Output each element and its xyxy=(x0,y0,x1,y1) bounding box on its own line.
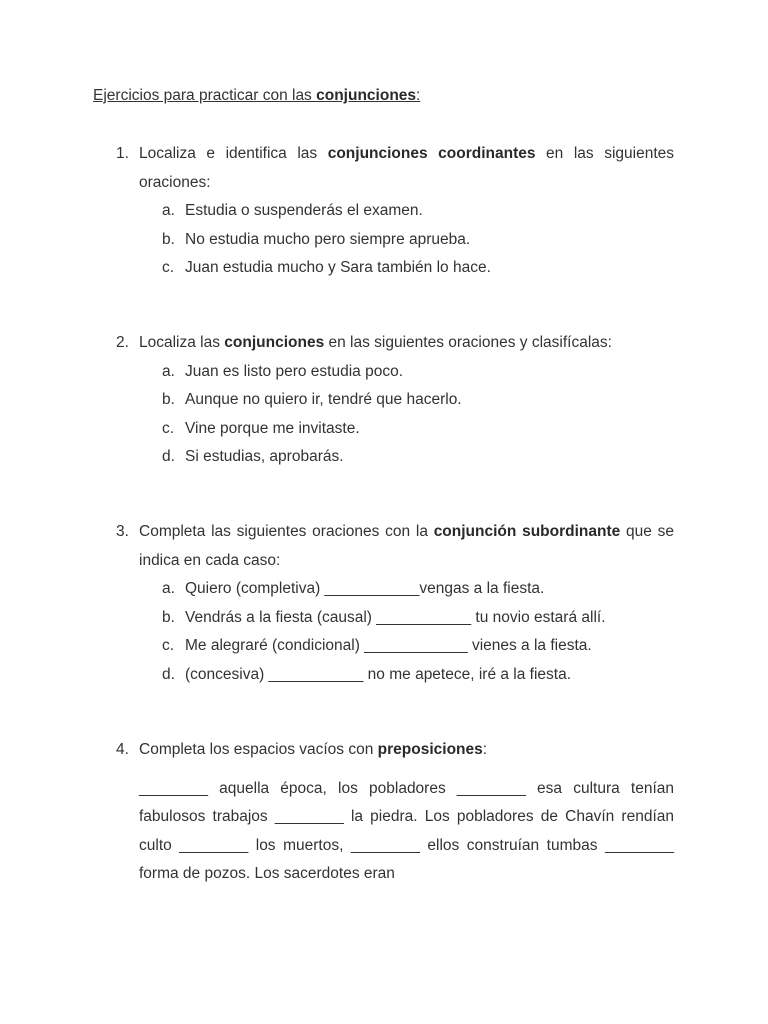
item-text: Quiero (completiva) ___________vengas a la fiesta. xyxy=(185,580,545,597)
title-bold: conjunciones xyxy=(316,87,417,104)
item-text: Estudia o suspenderás el examen. xyxy=(185,202,423,219)
item-text: Me alegraré (condicional) ____________ vienes a la fiesta. xyxy=(185,637,592,654)
exercise-number: 1. xyxy=(116,145,129,162)
exercise-1 xyxy=(116,140,674,283)
exercise-header xyxy=(116,329,674,358)
item-text: Aunque no quiero ir, tendré que hacerlo. xyxy=(185,391,462,408)
exercise-number: 2. xyxy=(116,334,129,351)
exercise-3 xyxy=(116,518,674,689)
exercise-header xyxy=(116,518,674,575)
exercise-header xyxy=(116,736,674,765)
page-title xyxy=(93,87,420,105)
list-item xyxy=(162,661,674,690)
item-letter: b. xyxy=(162,391,175,408)
item-letter: a. xyxy=(162,580,175,597)
instruction-bold: preposiciones xyxy=(377,741,483,758)
sentence-list xyxy=(162,575,674,689)
list-item xyxy=(162,226,674,255)
item-text: Juan es listo pero estudia poco. xyxy=(185,362,403,380)
item-letter: a. xyxy=(162,362,175,380)
item-letter: b. xyxy=(162,608,175,626)
item-letter: d. xyxy=(162,665,175,683)
exercise-4-paragraph: ________ aquella época, los pobladores ________ esa cultura tenían fabulosos trabajos ________ la piedra. Los pobladores de Chavín rendían culto ________ los muertos, ________ ellos construían tumbas ________ forma de pozos. Los sacerdotes eran xyxy=(139,780,674,882)
item-text: Vendrás a la fiesta (causal) ___________ tu novio estará allí. xyxy=(185,608,606,626)
list-item xyxy=(162,632,674,661)
sentence-list xyxy=(162,197,674,283)
item-letter: d. xyxy=(162,448,175,465)
sentence-list xyxy=(162,358,674,472)
list-item xyxy=(162,604,674,633)
exercise-instruction: Completa los espacios vacíos con preposiciones: xyxy=(139,741,488,758)
list-item xyxy=(162,443,674,472)
exercise-number: 4. xyxy=(116,741,129,758)
exercise-4 xyxy=(116,736,674,765)
title-text: Ejercicios para practicar con las xyxy=(93,87,317,104)
instruction-bold: conjunciones coordinantes xyxy=(327,145,536,162)
title-suffix: : xyxy=(416,87,421,104)
list-item xyxy=(162,254,674,283)
item-letter: c. xyxy=(162,419,175,437)
item-letter: c. xyxy=(162,637,175,654)
exercise-2 xyxy=(116,329,674,472)
exercise-instruction: Localiza las conjunciones en las siguientes oraciones y clasifícalas: xyxy=(139,334,612,351)
item-letter: b. xyxy=(162,230,175,248)
item-text: No estudia mucho pero siempre aprueba. xyxy=(185,230,471,248)
exercise-header xyxy=(116,140,674,197)
instruction-bold: conjunción subordinante xyxy=(433,523,621,540)
item-text: Vine porque me invitaste. xyxy=(185,419,360,437)
list-item xyxy=(162,415,674,444)
list-item xyxy=(162,386,674,415)
item-text: (concesiva) ___________ no me apetece, iré a la fiesta. xyxy=(185,665,572,683)
exercise-number: 3. xyxy=(116,523,129,540)
exercise-instruction: Completa las siguientes oraciones con la conjunción subordinante que se indica en cada caso: xyxy=(139,523,674,569)
item-letter: a. xyxy=(162,202,175,219)
list-item xyxy=(162,358,674,387)
item-letter: c. xyxy=(162,259,175,276)
list-item xyxy=(162,197,674,226)
list-item xyxy=(162,575,674,604)
instruction-bold: conjunciones xyxy=(224,334,325,351)
item-text: Juan estudia mucho y Sara también lo hace. xyxy=(185,259,491,276)
item-text: Si estudias, aprobarás. xyxy=(185,448,344,465)
exercise-instruction: Localiza e identifica las conjunciones coordinantes en las siguientes oraciones: xyxy=(139,145,674,191)
